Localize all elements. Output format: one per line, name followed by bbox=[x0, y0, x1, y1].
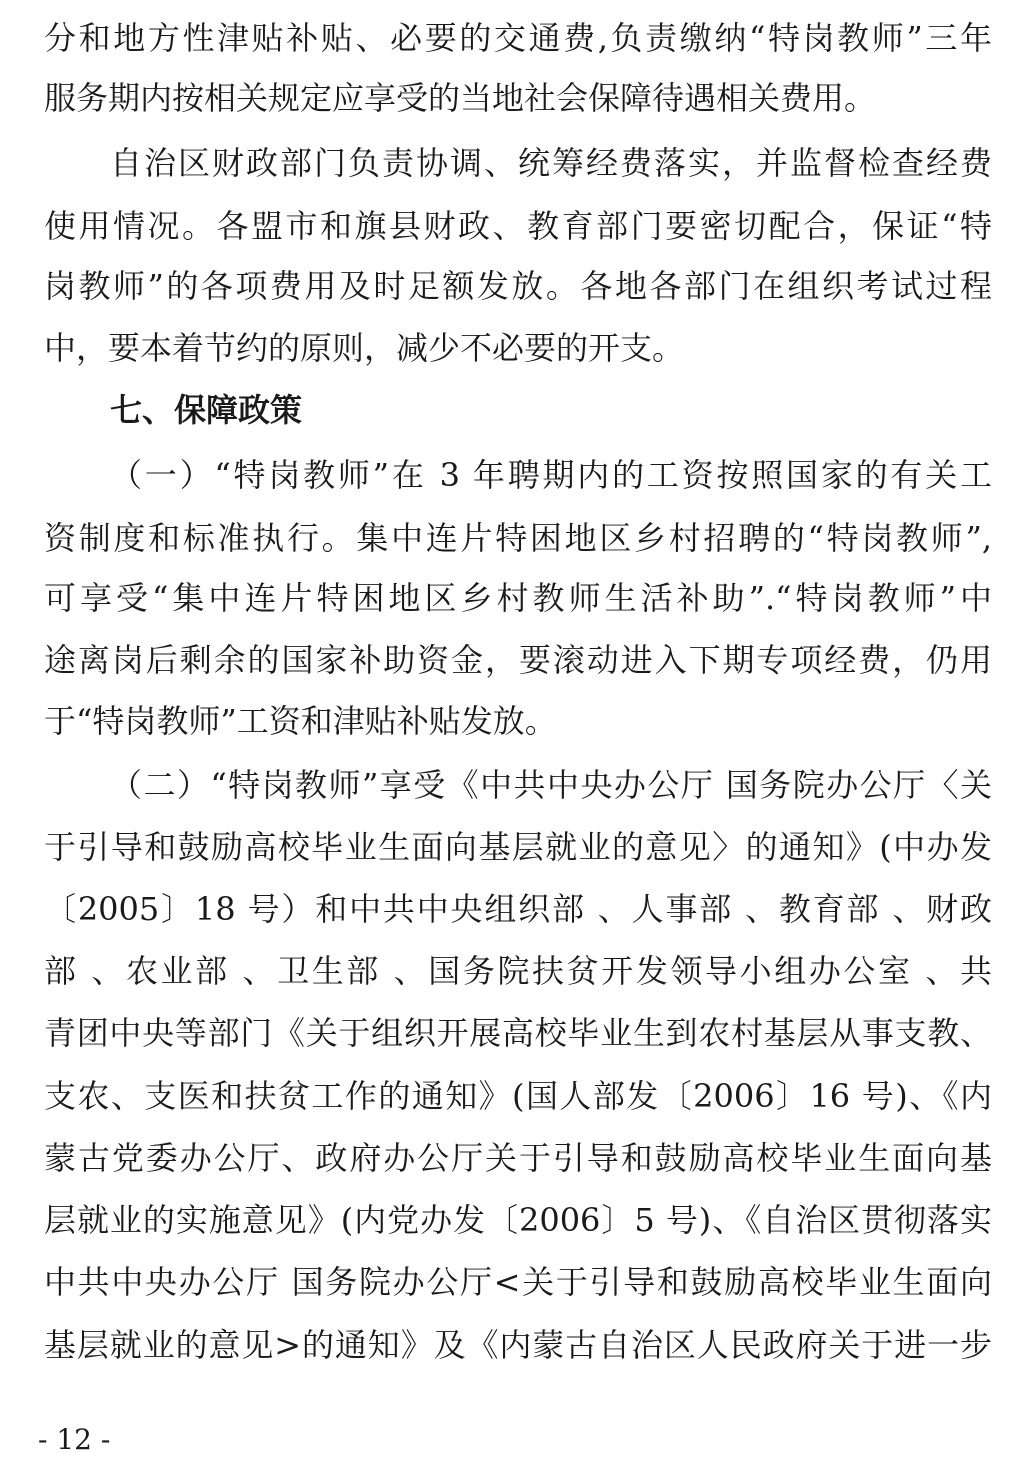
body-text-line: 自治区财政部门负责协调、统筹经费落实，并监督检查经费 bbox=[110, 144, 992, 182]
body-text-line: 于引导和鼓励高校毕业生面向基层就业的意见〉的通知》(中办发 bbox=[44, 828, 992, 866]
body-text-line: 支农、支医和扶贫工作的通知》(国人部发〔2006〕16 号)、《内 bbox=[44, 1077, 992, 1115]
body-text-line: 分和地方性津贴补贴、必要的交通费,负责缴纳“特岗教师”三年 bbox=[44, 19, 992, 57]
body-text-line: 岗教师”的各项费用及时足额发放。各地各部门在组织考试过程 bbox=[44, 267, 992, 305]
body-text-line: 青团中央等部门《关于组织开展高校毕业生到农村基层从事支教、 bbox=[44, 1014, 992, 1052]
body-text-line: 部 、农业部 、卫生部 、国务院扶贫开发领导小组办公室 、共 bbox=[44, 952, 992, 990]
body-text-line: 于“特岗教师”工资和津贴补贴发放。 bbox=[44, 702, 557, 740]
section-heading: 七、保障政策 bbox=[110, 391, 303, 429]
body-text-line: 中共中央办公厅 国务院办公厅<关于引导和鼓励高校毕业生面向 bbox=[44, 1263, 992, 1301]
body-text-line: 中，要本着节约的原则，减少不必要的开支。 bbox=[44, 329, 685, 367]
body-text-line: 基层就业的意见>的通知》及《内蒙古自治区人民政府关于进一步 bbox=[44, 1326, 992, 1364]
body-text-line: 使用情况。各盟市和旗县财政、教育部门要密切配合，保证“特 bbox=[44, 207, 992, 245]
body-text-line: 途离岗后剩余的国家补助资金，要滚动进入下期专项经费，仍用 bbox=[44, 641, 992, 679]
body-text-line: 服务期内按相关规定应享受的当地社会保障待遇相关费用。 bbox=[44, 79, 877, 117]
body-text-line: 资制度和标准执行。集中连片特困地区乡村招聘的“特岗教师”, bbox=[44, 519, 992, 557]
body-text-line: 〔2005〕18 号）和中共中央组织部 、人事部 、教育部 、财政 bbox=[44, 890, 992, 928]
body-text-line: 层就业的实施意见》(内党办发〔2006〕5 号)、《自治区贯彻落实 bbox=[44, 1201, 992, 1239]
body-text-line: （二）“特岗教师”享受《中共中央办公厅 国务院办公厅〈关 bbox=[110, 766, 992, 804]
body-text-line: 蒙古党委办公厅、政府办公厅关于引导和鼓励高校毕业生面向基 bbox=[44, 1139, 992, 1177]
body-text-line: 可享受“集中连片特困地区乡村教师生活补助”.“特岗教师”中 bbox=[44, 579, 992, 617]
page-number: - 12 - bbox=[38, 1423, 111, 1456]
body-text-line: （一）“特岗教师”在 3 年聘期内的工资按照国家的有关工 bbox=[110, 456, 992, 494]
